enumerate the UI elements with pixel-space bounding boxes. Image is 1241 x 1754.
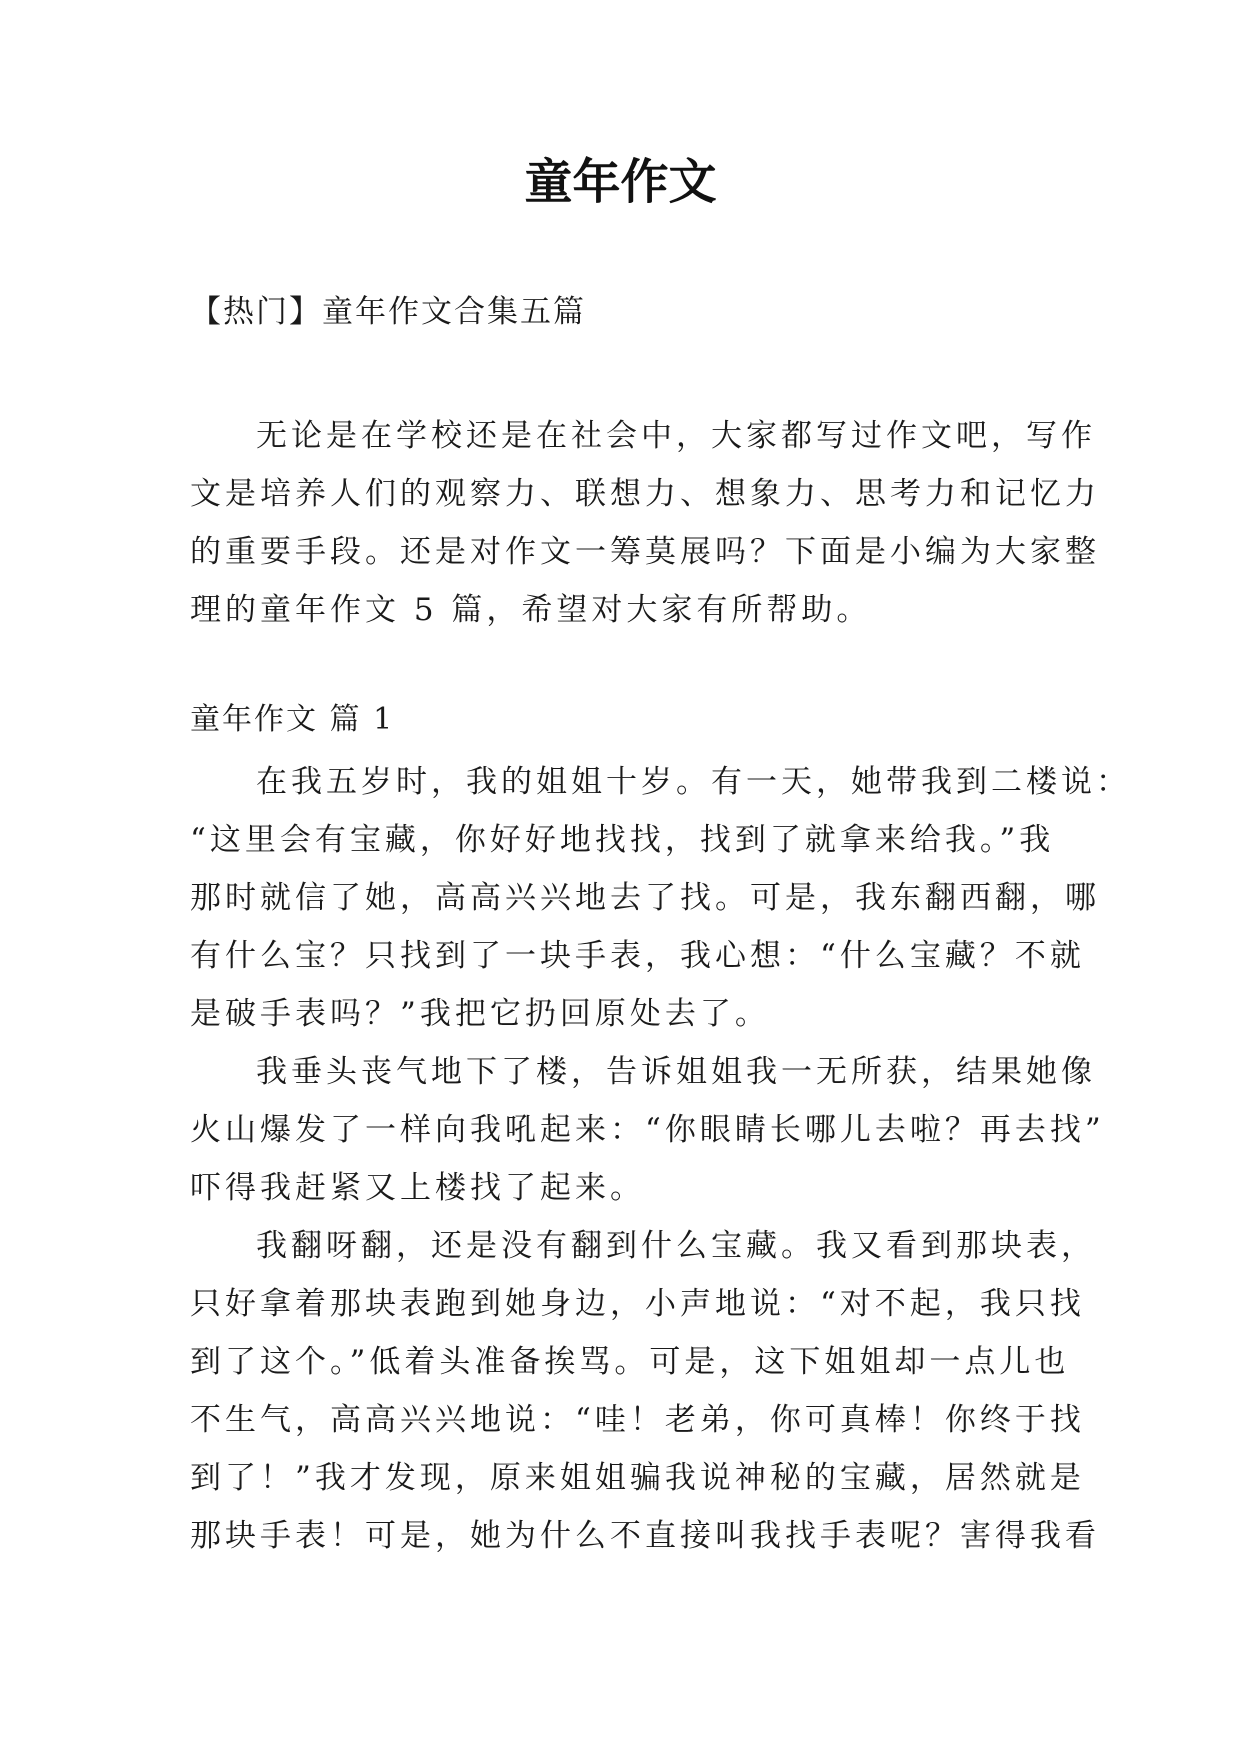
body-line: 那块手表！可是，她为什么不直接叫我找手表呢？害得我看 [190,1518,1100,1554]
body-line: 吓得我赶紧又上楼找了起来。 [190,1170,645,1206]
body-line: 在我五岁时，我的姐姐十岁。有一天，她带我到二楼说： [256,764,1131,800]
body-line: “这里会有宝藏，你好好地找找，找到了就拿来给我。”我 [190,822,1055,858]
body-line: 不生气，高高兴兴地说：“哇！老弟，你可真棒！你终于找 [190,1402,1085,1438]
document-title: 童年作文 [524,154,717,210]
body-line: 到了！”我才发现，原来姐姐骗我说神秘的宝藏，居然就是 [190,1460,1085,1496]
body-line: 到了这个。”低着头准备挨骂。可是，这下姐姐却一点儿也 [190,1344,1070,1380]
section-heading: 童年作文 篇 1 [190,702,395,737]
body-line: 火山爆发了一样向我吼起来：“你眼睛长哪儿去啦？再去找” [190,1112,1105,1148]
intro-line: 文是培养人们的观察力、联想力、想象力、思考力和记忆力 [190,476,1100,512]
body-line: 我翻呀翻，还是没有翻到什么宝藏。我又看到那块表， [256,1228,1096,1264]
body-line: 只好拿着那块表跑到她身边，小声地说：“对不起，我只找 [190,1286,1085,1322]
document-subtitle: 【热门】童年作文合集五篇 [190,294,586,330]
body-line: 我垂头丧气地下了楼，告诉姐姐我一无所获，结果她像 [256,1054,1096,1090]
body-line: 是破手表吗？”我把它扔回原处去了。 [190,996,770,1032]
intro-paragraph [190,407,1100,639]
intro-line: 的重要手段。还是对作文一筹莫展吗？下面是小编为大家整 [190,534,1100,570]
body-line: 那时就信了她，高高兴兴地去了找。可是，我东翻西翻，哪 [190,880,1100,916]
essay-body [190,753,1131,1565]
intro-line: 理的童年作文 5 篇，希望对大家有所帮助。 [190,592,872,628]
body-line: 有什么宝？只找到了一块手表，我心想：“什么宝藏？不就 [190,938,1085,974]
intro-line: 无论是在学校还是在社会中，大家都写过作文吧，写作 [256,418,1096,454]
